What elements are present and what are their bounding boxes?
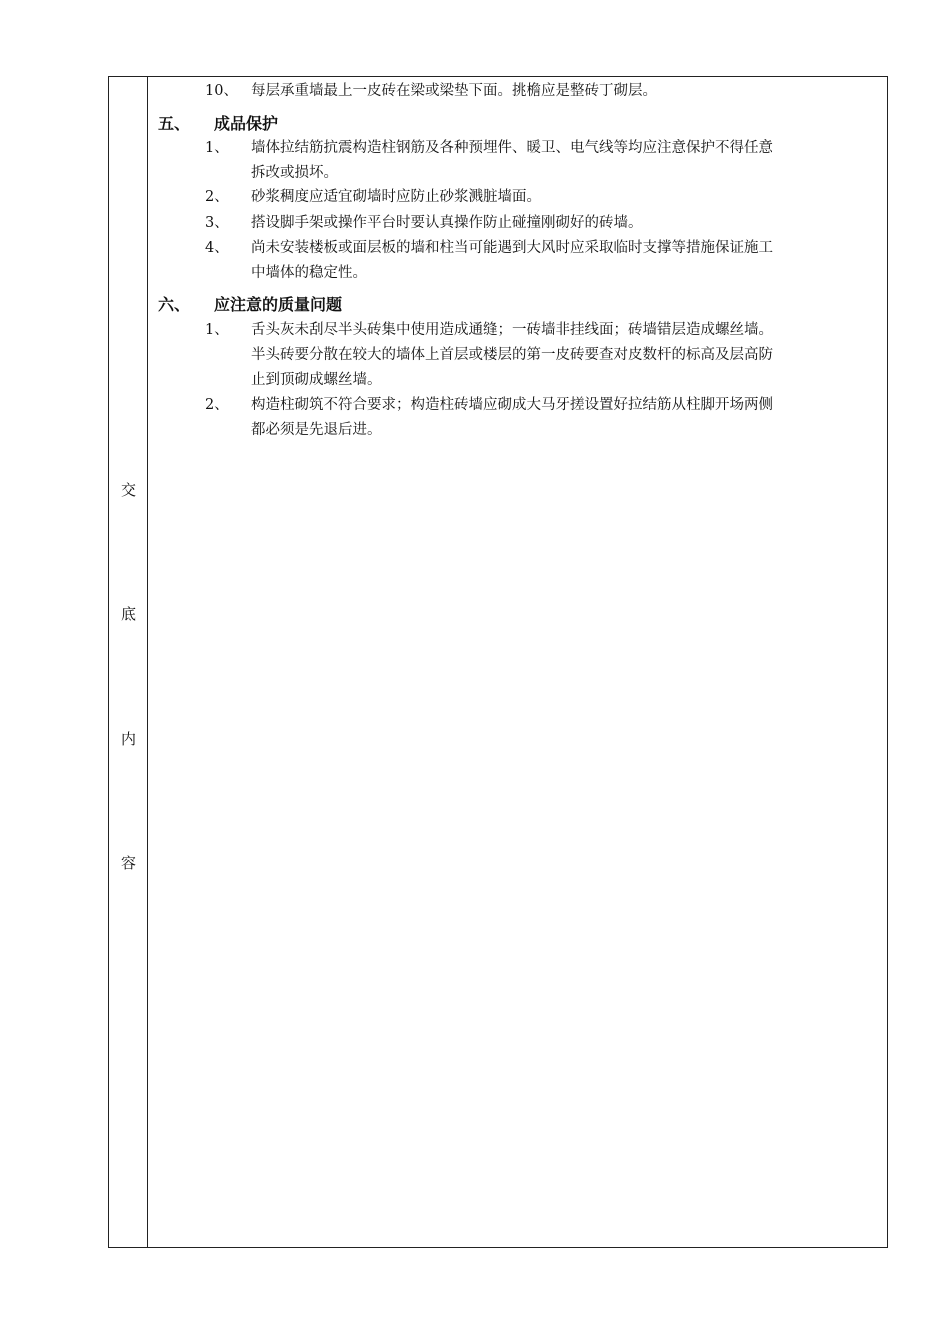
s5-item-1-line-1: 墙体拉结筋抗震构造柱钢筋及各种预埋件、暖卫、电气线等均应注意保护不得任意 bbox=[251, 140, 773, 156]
s5-item-2-number: 2、 bbox=[205, 189, 229, 205]
s5-item-1-line-2: 拆改或损坏。 bbox=[251, 165, 338, 181]
s5-item-3-number: 3、 bbox=[205, 215, 229, 231]
s6-item-1-line-3: 止到顶砌成螺丝墙。 bbox=[251, 372, 382, 388]
s5-item-3-line-1: 搭设脚手架或操作平台时要认真操作防止碰撞刚砌好的砖墙。 bbox=[251, 215, 643, 231]
s5-item-2-line-1: 砂浆稠度应适宜砌墙时应防止砂浆溅脏墙面。 bbox=[251, 189, 541, 205]
section-6-number: 六、 bbox=[158, 295, 191, 314]
s5-item-4-line-2: 中墙体的稳定性。 bbox=[251, 265, 367, 281]
s6-item-1-number: 1、 bbox=[205, 322, 229, 338]
s5-item-4-line-1: 尚未安装楼板或面层板的墙和柱当可能遇到大风时应采取临时支撑等措施保证施工 bbox=[251, 240, 773, 256]
s6-item-2-line-1: 构造柱砌筑不符合要求；构造柱砖墙应砌成大马牙搓设置好拉结筋从柱脚开场两侧 bbox=[251, 397, 773, 413]
item-10-text: 每层承重墙最上一皮砖在梁或梁垫下面。挑檐应是整砖丁砌层。 bbox=[251, 83, 657, 99]
item-10-number: 10、 bbox=[205, 83, 238, 99]
content-body bbox=[148, 77, 887, 1247]
s6-item-1-line-2: 半头砖要分散在较大的墙体上首层或楼层的第一皮砖要查对皮数杆的标高及层高防 bbox=[251, 347, 773, 363]
section-6-title: 应注意的质量问题 bbox=[214, 295, 343, 314]
section-5-number: 五、 bbox=[158, 114, 191, 133]
label-char-4: 容 bbox=[120, 854, 136, 872]
label-char-3: 内 bbox=[120, 730, 136, 748]
label-char-1: 交 bbox=[120, 481, 136, 499]
content-table bbox=[108, 76, 888, 1248]
label-column bbox=[109, 77, 148, 1247]
s6-item-1-line-1: 舌头灰未刮尽半头砖集中使用造成通缝；一砖墙非挂线面；砖墙错层造成螺丝墙。 bbox=[251, 322, 773, 338]
s5-item-1-number: 1、 bbox=[205, 140, 229, 156]
label-char-2: 底 bbox=[120, 605, 136, 623]
s6-item-2-number: 2、 bbox=[205, 397, 229, 413]
s6-item-2-line-2: 都必须是先退后进。 bbox=[251, 422, 382, 438]
section-5-title: 成品保护 bbox=[214, 114, 279, 133]
s5-item-4-number: 4、 bbox=[205, 240, 229, 256]
